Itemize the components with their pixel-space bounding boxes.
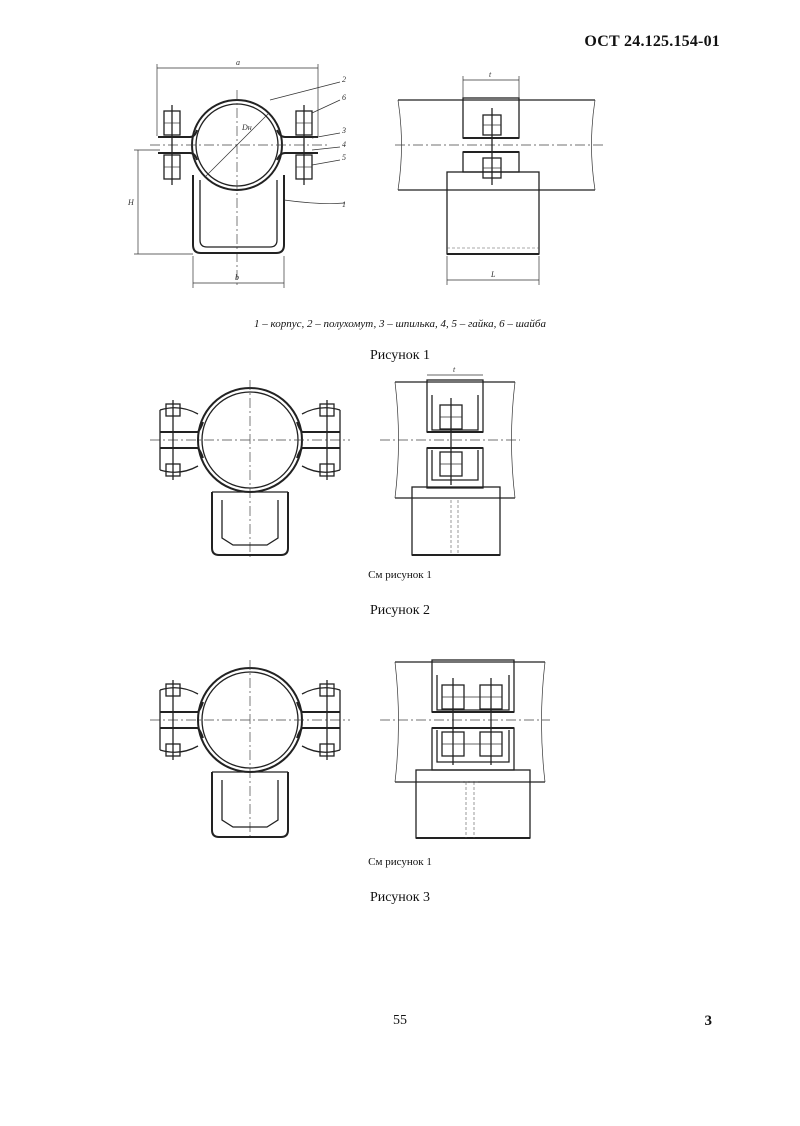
- callout-5: 5: [342, 153, 346, 162]
- dim-a-label: a: [236, 58, 240, 67]
- callout-4: 4: [342, 140, 346, 149]
- document-code: ОСТ 24.125.154-01: [584, 33, 720, 50]
- figure-3-caption: Рисунок 3: [369, 890, 431, 905]
- callout-3: 3: [342, 126, 346, 135]
- page-number: 55: [393, 1013, 407, 1028]
- callout-2: 2: [342, 75, 346, 84]
- dim-b-label: b: [235, 273, 239, 282]
- callout-6: 6: [342, 93, 346, 102]
- dim-h-label: H: [128, 198, 134, 207]
- callout-1: 1: [342, 200, 346, 209]
- figure-2-see-reference: См рисунок 1: [368, 569, 432, 581]
- figure-1-legend: 1 – корпус, 2 – полухомут, 3 – шпилька, 4, 5 – гайка, 6 – шайба: [254, 318, 546, 330]
- dim-dn-label: Dн: [242, 123, 252, 132]
- figure-2-caption: Рисунок 2: [369, 603, 431, 618]
- figure-1-caption: Рисунок 1: [369, 348, 431, 363]
- figure-3-see-reference: См рисунок 1: [368, 856, 432, 868]
- dim-t-label: t: [489, 70, 492, 79]
- fig2-dim-t-label: t: [453, 365, 456, 374]
- sheet-number: 3: [704, 1013, 712, 1029]
- dim-l-label: L: [491, 270, 496, 279]
